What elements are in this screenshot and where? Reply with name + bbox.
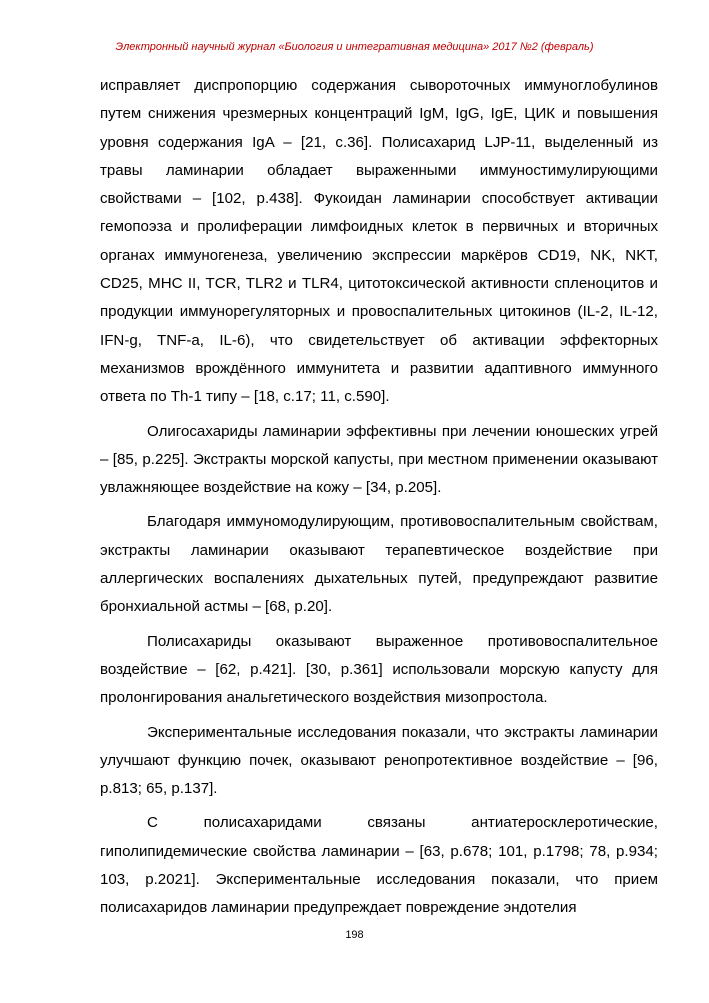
paragraph-1: исправляет диспропорцию содержания сывороточных иммуноглобулинов путем снижения чрезмерных концентраций IgM, IgG, IgE, ЦИК и повышения уровня содержания IgA – [21, с.36]. Полисахарид LJP-11, выделенный из травы ламинарии обладает выраженными иммуностимулирующими свойствами – [102, p.438]. Фукоидан ламинарии способствует активации гемопоэза и пролиферации лимфоидных клеток в первичных и вторичных органах иммуногенеза, увеличению экспрессии маркёров CD19, NK, NKT, CD25, MHC II, TCR, TLR2 и TLR4, цитотоксической активности спленоцитов и продукции иммунорегуляторных и провоспалительных цитокинов (IL-2, IL-12, IFN-g, TNF-a, IL-6), что свидетельствует об активации эффекторных механизмов врождённого иммунитета и развитии адаптивного иммунного ответа по Th-1 типу – [18, с.17; 11, с.590].	[100, 77, 658, 406]
page-number: 198	[345, 929, 364, 941]
paragraph-6: С полисахаридами связаны антиатеросклеротические, гиполипидемические свойства ламинарии – [63, р.678; 101, р.1798; 78, р.934; 103, р.2021]. Экспериментальные исследования показали, что прием полисахаридов ламинарии предупреждает повреждение эндотелия	[100, 814, 658, 917]
paragraph-3: Благодаря иммуномодулирующим, противовоспалительным свойствам, экстракты ламинарии оказывают терапевтическое воздействие при аллергических воспалениях дыхательных путей, предупреждают развитие бронхиальной астмы – [68, р.20].	[100, 513, 658, 616]
journal-header: Электронный научный журнал «Биология и интегративная медицина» 2017 №2 (февраль)	[115, 41, 594, 53]
paragraph-5: Экспериментальные исследования показали, что экстракты ламинарии улучшают функцию почек, оказывают ренопротективное воздействие – [96, р.813; 65, р.137].	[100, 723, 658, 798]
paragraph-2: Олигосахариды ламинарии эффективны при лечении юношеских угрей – [85, р.225]. Экстракты морской капусты, при местном применении оказывают увлажняющее воздействие на кожу – [34, р.205].	[100, 422, 658, 497]
paragraph-4: Полисахариды оказывают выраженное противовоспалительное воздействие – [62, р.421]. [30, р.361] использовали морскую капусту для пролонгирования анальгетического воздействия мизопростола.	[100, 632, 658, 707]
article-body	[100, 72, 658, 929]
